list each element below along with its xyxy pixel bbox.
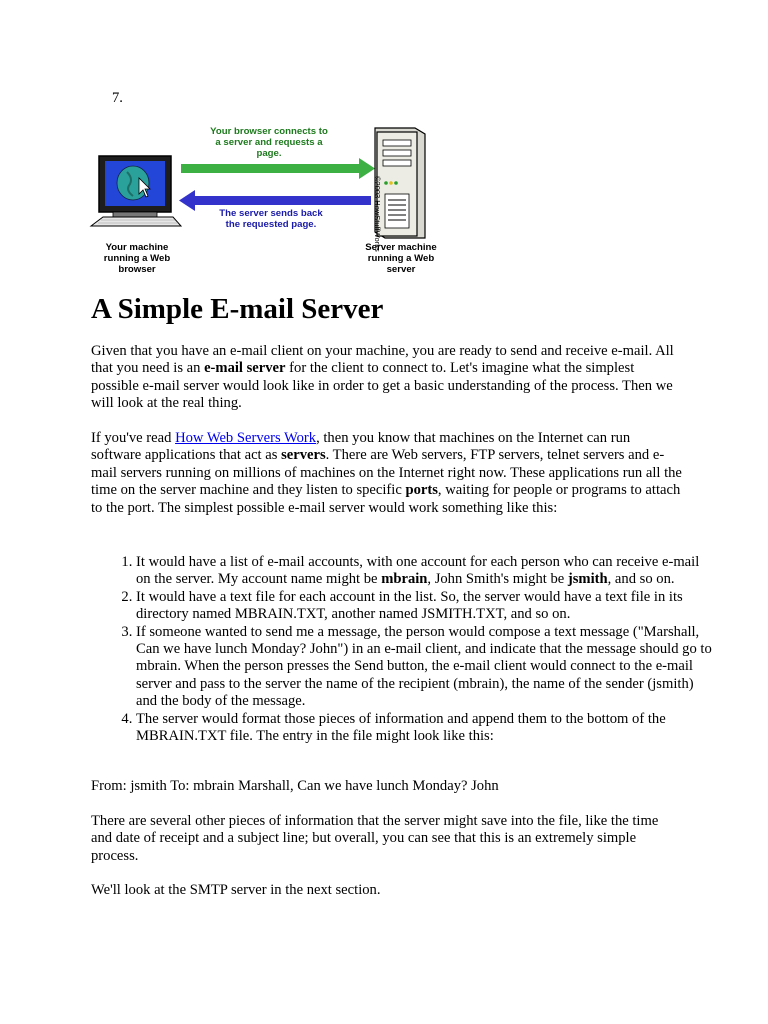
request-arrow <box>181 158 375 179</box>
ports-term: ports <box>405 482 438 499</box>
next-section-paragraph: We'll look at the SMTP server in the next section. <box>91 882 381 898</box>
web-server-diagram <box>89 120 449 280</box>
intro-paragraph: Given that you have an e-mail client on your machine, you are ready to send and receive e-mail. All that you need is an e-mail server for the client to connect to. Let's imagine what the simplest possible e-mail server would look like in order to get a basic understanding of the process. Then we will look at the real thing. <box>91 343 674 412</box>
copyright-label: ©2003 HowStuffWorks <box>373 176 382 252</box>
server-label: Server machine running a Web server <box>365 242 437 275</box>
client-computer-icon <box>91 156 181 226</box>
servers-paragraph: If you've read How Web Servers Work, then you know that machines on the Internet can run software applications that act as servers. There are Web servers, FTP servers, telnet servers and e-mail servers running on millions of machines on the Internet right now. These applications run all the time on the server machine and they listen to specific ports, waiting for people or programs to attach to the port. The simplest possible e-mail server would work something like this: <box>91 430 682 516</box>
list-item: 2. It would have a text file for each account in the list. So, the server would have a text file in its directory named MBRAIN.TXT, another named JSMITH.TXT, and so on. <box>136 589 716 624</box>
email-server-term: e-mail server <box>204 360 286 377</box>
example-entry-paragraph: From: jsmith To: mbrain Marshall, Can we have lunch Monday? John <box>91 778 499 794</box>
page-title: A Simple E-mail Server <box>91 293 384 325</box>
response-label: The server sends back the requested page. <box>219 208 323 230</box>
servers-term: servers <box>281 447 326 464</box>
list-item: 4. The server would format those pieces of information and append them to the bottom of the MBRAIN.TXT file. The entry in the file might look like this: <box>136 711 716 746</box>
request-label: Your browser connects to a server and requests a page. <box>210 126 328 159</box>
list-item: 1. It would have a list of e-mail accounts, with one account for each person who can receive e-mail on the server. My account name might be mbrain, John Smith's might be jsmith, and so on. <box>136 554 716 589</box>
list-item: 3. If someone wanted to send me a message, the person would compose a text message ("Marshall, Can we have lunch Monday? John") in an e-mail client, and indicate that the message should go to mbrain. When the person presses the Send button, the e-mail client would connect to the e-mail server and pass to the server the name of the recipient (mbrain), the name of the sender (jsmith) and the body of the message. <box>136 624 716 711</box>
keyboard-icon <box>91 217 181 226</box>
email-server-steps-list <box>91 554 716 745</box>
list-number: 7. <box>112 90 123 106</box>
client-label: Your machine running a Web browser <box>103 242 171 275</box>
how-web-servers-work-link[interactable]: How Web Servers Work <box>175 430 317 446</box>
other-info-paragraph: There are several other pieces of information that the server might save into the file, like the time and date of receipt and a subject line; but overall, you can see that this is an extremely simple process. <box>91 813 659 864</box>
